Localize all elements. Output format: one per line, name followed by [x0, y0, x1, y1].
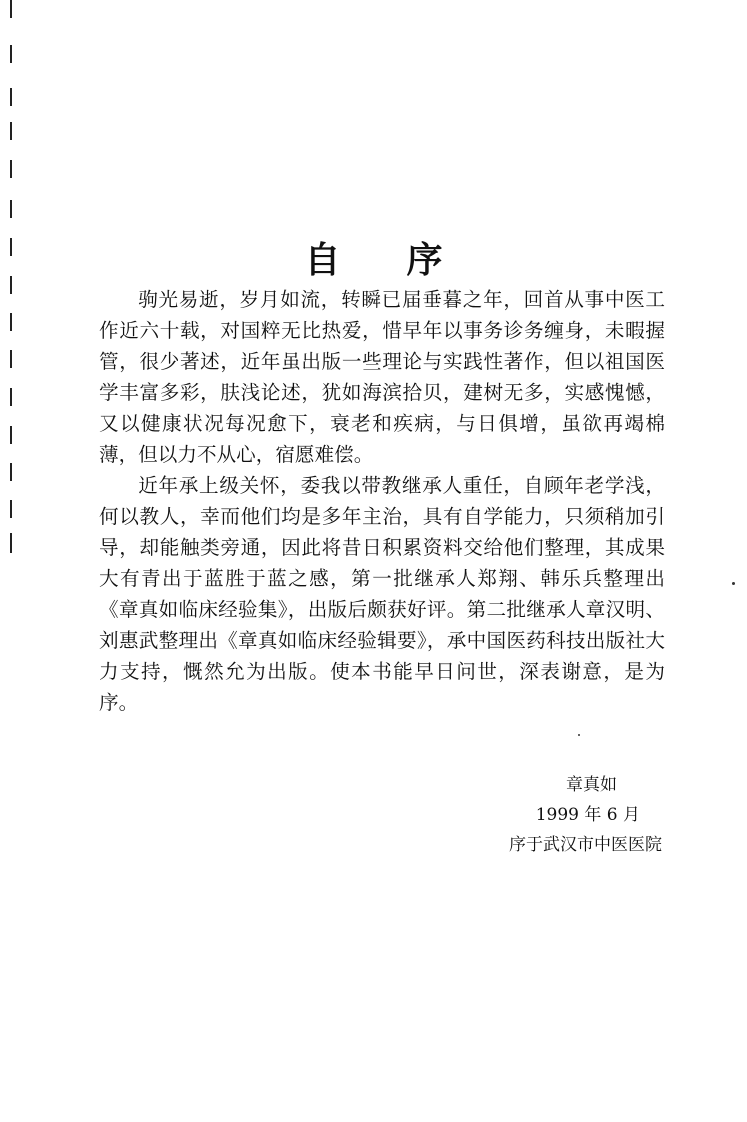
scan-mark — [10, 45, 12, 63]
scan-mark — [10, 200, 12, 218]
title-char-2: 序 — [406, 240, 443, 282]
scan-mark — [10, 0, 12, 18]
preface-body — [99, 284, 665, 718]
scan-mark — [10, 88, 12, 106]
scan-mark — [10, 426, 12, 444]
scan-mark — [10, 122, 12, 140]
scan-mark — [10, 500, 12, 518]
author-name: 章真如 — [566, 775, 617, 795]
scan-mark — [10, 463, 12, 481]
preface-title — [0, 236, 747, 286]
scan-mark — [10, 160, 12, 178]
paragraph-2: 近年承上级关怀，委我以带教继承人重任，自顾年老学浅，何以教人，幸而他们均是多年主治，具有自学能力，只须稍加引导，却能触类旁通，因此将昔日积累资料交给他们整理，其成果大有青出于蓝胜于蓝之感，第一批继承人郑翔、韩乐兵整理出《章真如临床经验集》，出版后颇获好评。第二批继承人章汉明、刘惠武整理出《章真如临床经验辑要》，承中国医药科技出版社大力支持，慨然允为出版。使本书能早日问世，深表谢意，是为序。 — [99, 474, 665, 714]
scan-mark — [10, 388, 12, 406]
paragraph-1: 驹光易逝，岁月如流，转瞬已届垂暮之年，回首从事中医工作近六十载，对国粹无比热爱，惜早年以事务诊务缠身，未暇握管，很少著述，近年虽出版一些理论与实践性著作，但以祖国医学丰富多彩，肤浅论述，犹如海滨拾贝，建树无多，实感愧憾，又以健康状况每况愈下，衰老和疾病，与日俱增，虽欲再竭棉薄，但以力不从心，宿愿难偿。 — [99, 288, 665, 466]
signature-place: 序于武汉市中医医院 — [509, 835, 662, 855]
scan-mark — [10, 313, 12, 331]
scan-speck — [732, 582, 735, 585]
scan-mark — [10, 350, 12, 368]
signature-block — [509, 770, 662, 860]
scan-speck — [578, 734, 580, 736]
signature-date: 1999 年 6 月 — [535, 805, 640, 825]
title-char-1: 自 — [304, 240, 341, 282]
scan-mark — [10, 533, 12, 553]
